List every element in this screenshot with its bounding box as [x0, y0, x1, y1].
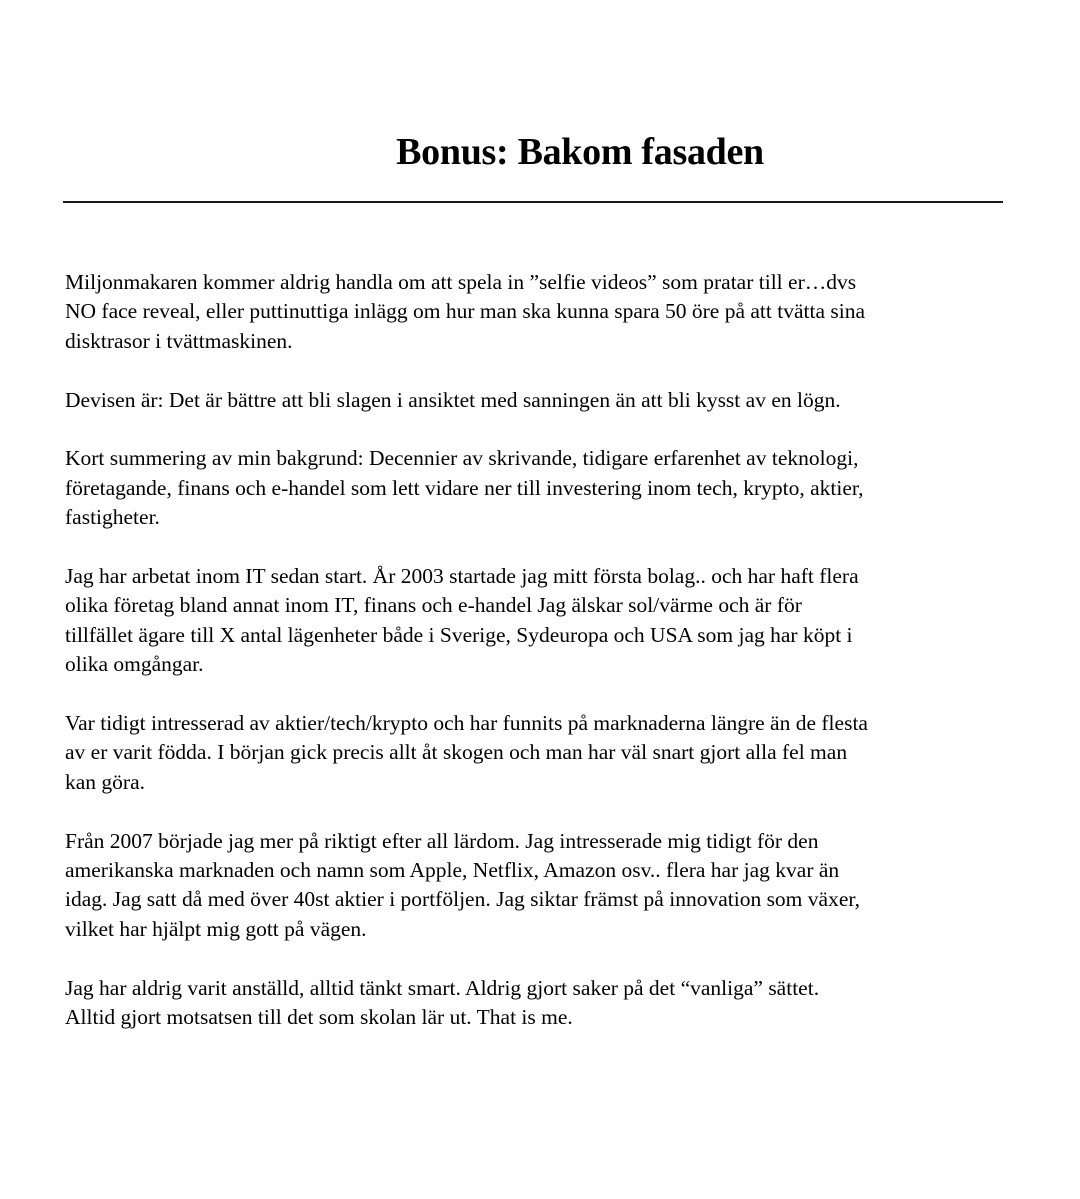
text-line: NO face reveal, eller puttinuttiga inlägg om hur man ska kunna spara 50 öre på att tvätta sina	[65, 299, 866, 324]
text-line: företagande, finans och e-handel som lett vidare ner till investering inom tech, krypto, aktier,	[65, 475, 864, 500]
text-line: olika omgångar.	[65, 652, 204, 677]
text-line: av er varit födda. I början gick precis allt åt skogen och man har väl snart gjort alla fel man	[65, 740, 848, 765]
text-line: idag. Jag satt då med över 40st aktier i portföljen. Jag siktar främst på innovation som växer,	[65, 887, 861, 912]
text-line: vilket har hjälpt mig gott på vägen.	[65, 916, 367, 941]
paragraph-background-summary	[65, 444, 1025, 532]
document-body	[65, 268, 1025, 1062]
text-line: Jag har arbetat inom IT sedan start. År 2003 startade jag mitt första bolag.. och har haft flera	[65, 564, 859, 589]
text-line: disktrasor i tvättmaskinen.	[65, 328, 293, 353]
text-line: Var tidigt intresserad av aktier/tech/krypto och har funnits på marknaderna längre än de flesta	[65, 711, 868, 736]
title-underline-divider	[63, 201, 1003, 203]
text-line: Från 2007 började jag mer på riktigt efter all lärdom. Jag intresserade mig tidigt för den	[65, 828, 819, 853]
paragraph-motto	[65, 386, 1025, 415]
text-line: fastigheter.	[65, 505, 160, 530]
text-line: kan göra.	[65, 769, 145, 794]
text-line: Miljonmakaren kommer aldrig handla om att spela in ”selfie videos” som pratar till er…dvs	[65, 270, 857, 294]
page-title: Bonus: Bakom fasaden	[396, 131, 764, 173]
text-line: Jag har aldrig varit anställd, alltid tänkt smart. Aldrig gjort saker på det “vanliga” sättet.	[65, 975, 820, 1000]
text-line: amerikanska marknaden och namn som Apple, Netflix, Amazon osv.. flera har jag kvar än	[65, 858, 840, 883]
paragraph-early-interest	[65, 709, 1025, 797]
text-line: Devisen är: Det är bättre att bli slagen i ansiktet med sanningen än att bli kysst av en lögn.	[65, 387, 841, 412]
text-line: Alltid gjort motsatsen till det som skolan lär ut. That is me.	[65, 1005, 573, 1030]
text-line: tillfället ägare till X antal lägenheter både i Sverige, Sydeuropa och USA som jag har köpt i	[65, 622, 853, 647]
paragraph-closing	[65, 974, 1025, 1033]
text-line: olika företag bland annat inom IT, finans och e-handel Jag älskar sol/värme och är för	[65, 593, 802, 618]
paragraph-from-2007	[65, 827, 1025, 945]
paragraph-it-career	[65, 562, 1025, 680]
paragraph-intro	[65, 268, 1025, 356]
text-line: Kort summering av min bakgrund: Decennier av skrivande, tidigare erfarenhet av teknologi,	[65, 446, 859, 471]
